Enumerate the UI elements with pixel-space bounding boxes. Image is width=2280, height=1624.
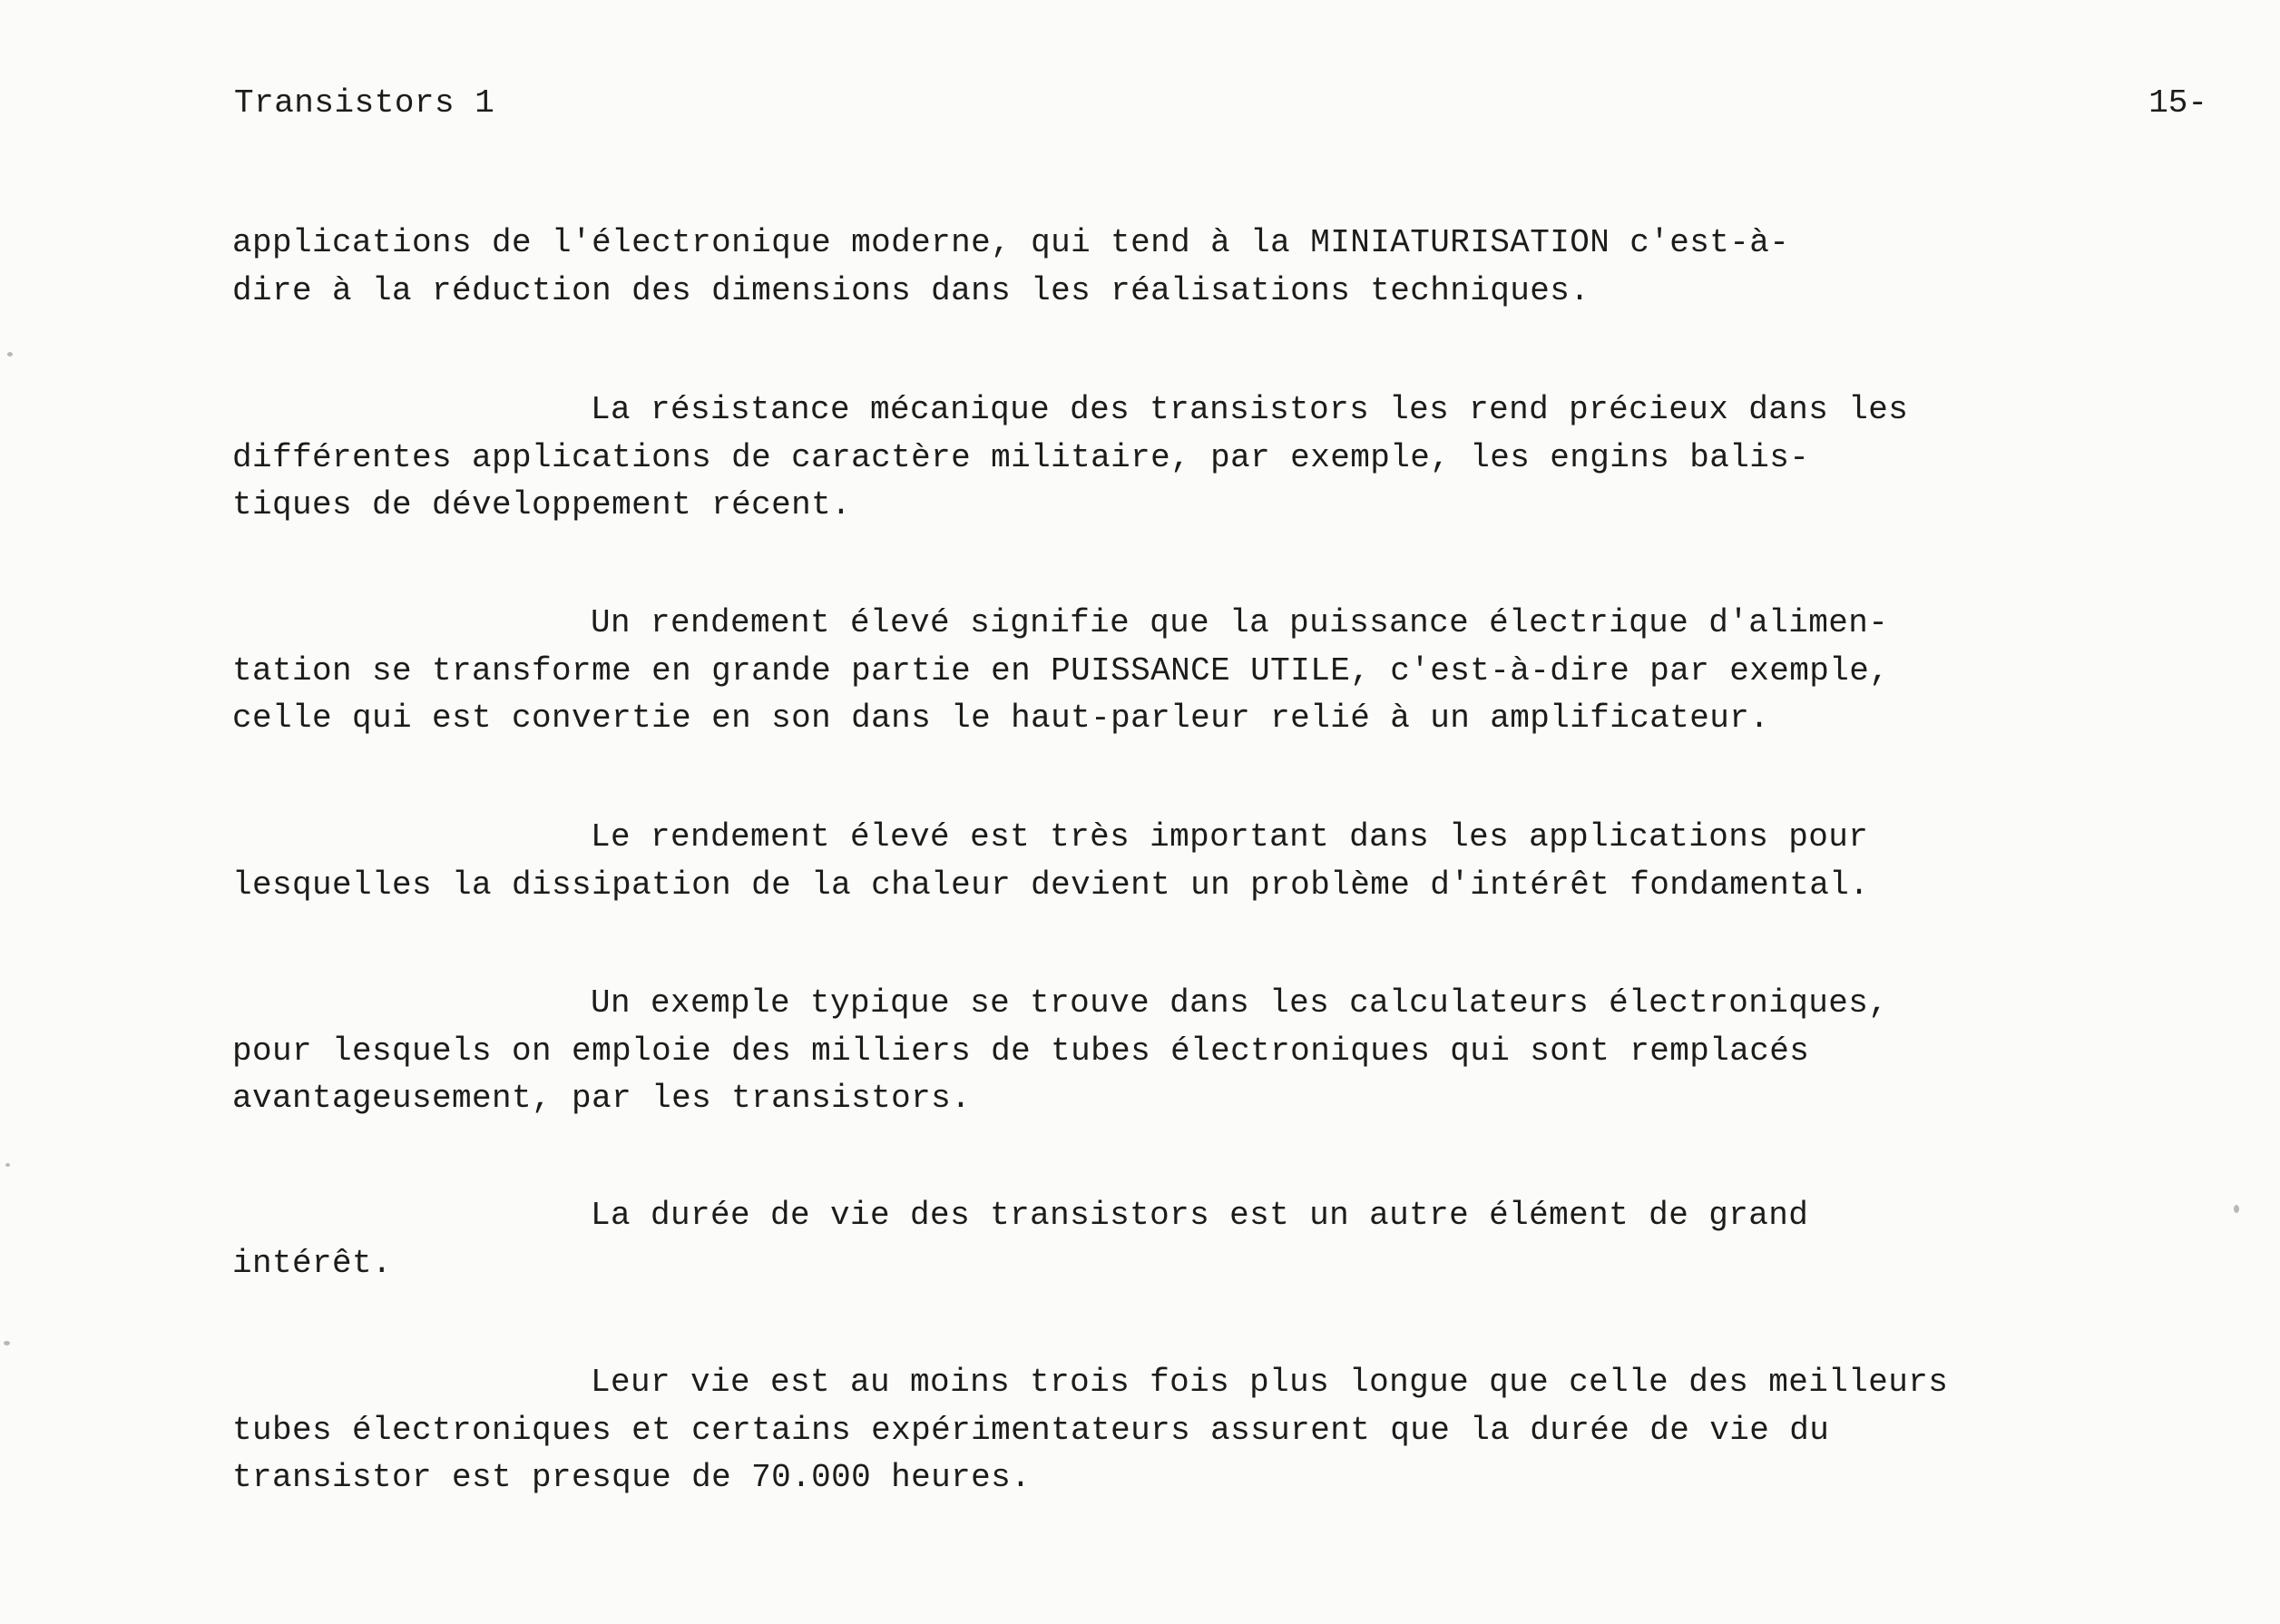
text-line: La résistance mécanique des transistors les rend précieux dans les — [591, 391, 1909, 428]
text-line: applications de l'électronique moderne, qui tend à la MINIATURISATION c'est-à- — [232, 224, 1790, 261]
text-line: pour lesquels on emploie des milliers de tubes électroniques qui sont remplacés — [232, 1032, 1810, 1070]
paragraph-miniaturisation — [232, 220, 2228, 315]
scan-speck — [5, 1163, 10, 1167]
paragraph-computers-example — [232, 980, 2228, 1123]
scan-speck — [4, 1341, 10, 1345]
running-header-title: Transistors 1 — [234, 84, 495, 122]
text-line: dire à la réduction des dimensions dans les réalisations techniques. — [232, 271, 1590, 309]
text-line: celle qui est convertie en son dans le haut-parleur relié à un amplificateur. — [232, 699, 1770, 737]
paragraph-mechanical-resistance — [232, 386, 2228, 530]
text-line: transistor est presque de 70.000 heures. — [232, 1459, 1032, 1496]
scan-speck — [7, 352, 13, 357]
text-line: tubes électroniques et certains expérimentateurs assurent que la durée de vie du — [232, 1411, 1830, 1449]
paragraph-heat-dissipation — [232, 814, 2228, 909]
text-line: tation se transforme en grande partie en PUISSANCE UTILE, c'est-à-dire par exemple, — [232, 651, 1890, 690]
text-line: Un exemple typique se trouve dans les calculateurs électroniques, — [591, 984, 1889, 1022]
text-line: différentes applications de caractère militaire, par exemple, les engins balis- — [232, 438, 1810, 476]
paragraph-high-efficiency — [232, 600, 2228, 743]
text-line: intérêt. — [232, 1244, 393, 1282]
text-line: Le rendement élevé est très important dans les applications pour — [591, 818, 1869, 856]
text-line: Un rendement élevé signifie que la puissance électrique d'alimen- — [591, 604, 1889, 641]
text-line: La durée de vie des transistors est un autre élément de grand — [591, 1197, 1809, 1234]
text-line: lesquelles la dissipation de la chaleur devient un problème d'intérêt fondamental. — [232, 866, 1870, 904]
text-line: Leur vie est au moins trois fois plus longue que celle des meilleurs — [591, 1364, 1949, 1401]
page-number: 15- — [2148, 84, 2207, 122]
paragraph-lifetime — [232, 1192, 2228, 1287]
paragraph-life-duration — [232, 1359, 2228, 1502]
text-line: tiques de développement récent. — [232, 486, 852, 523]
text-line: avantageusement, par les transistors. — [232, 1080, 972, 1117]
scan-speck — [2234, 1205, 2239, 1213]
